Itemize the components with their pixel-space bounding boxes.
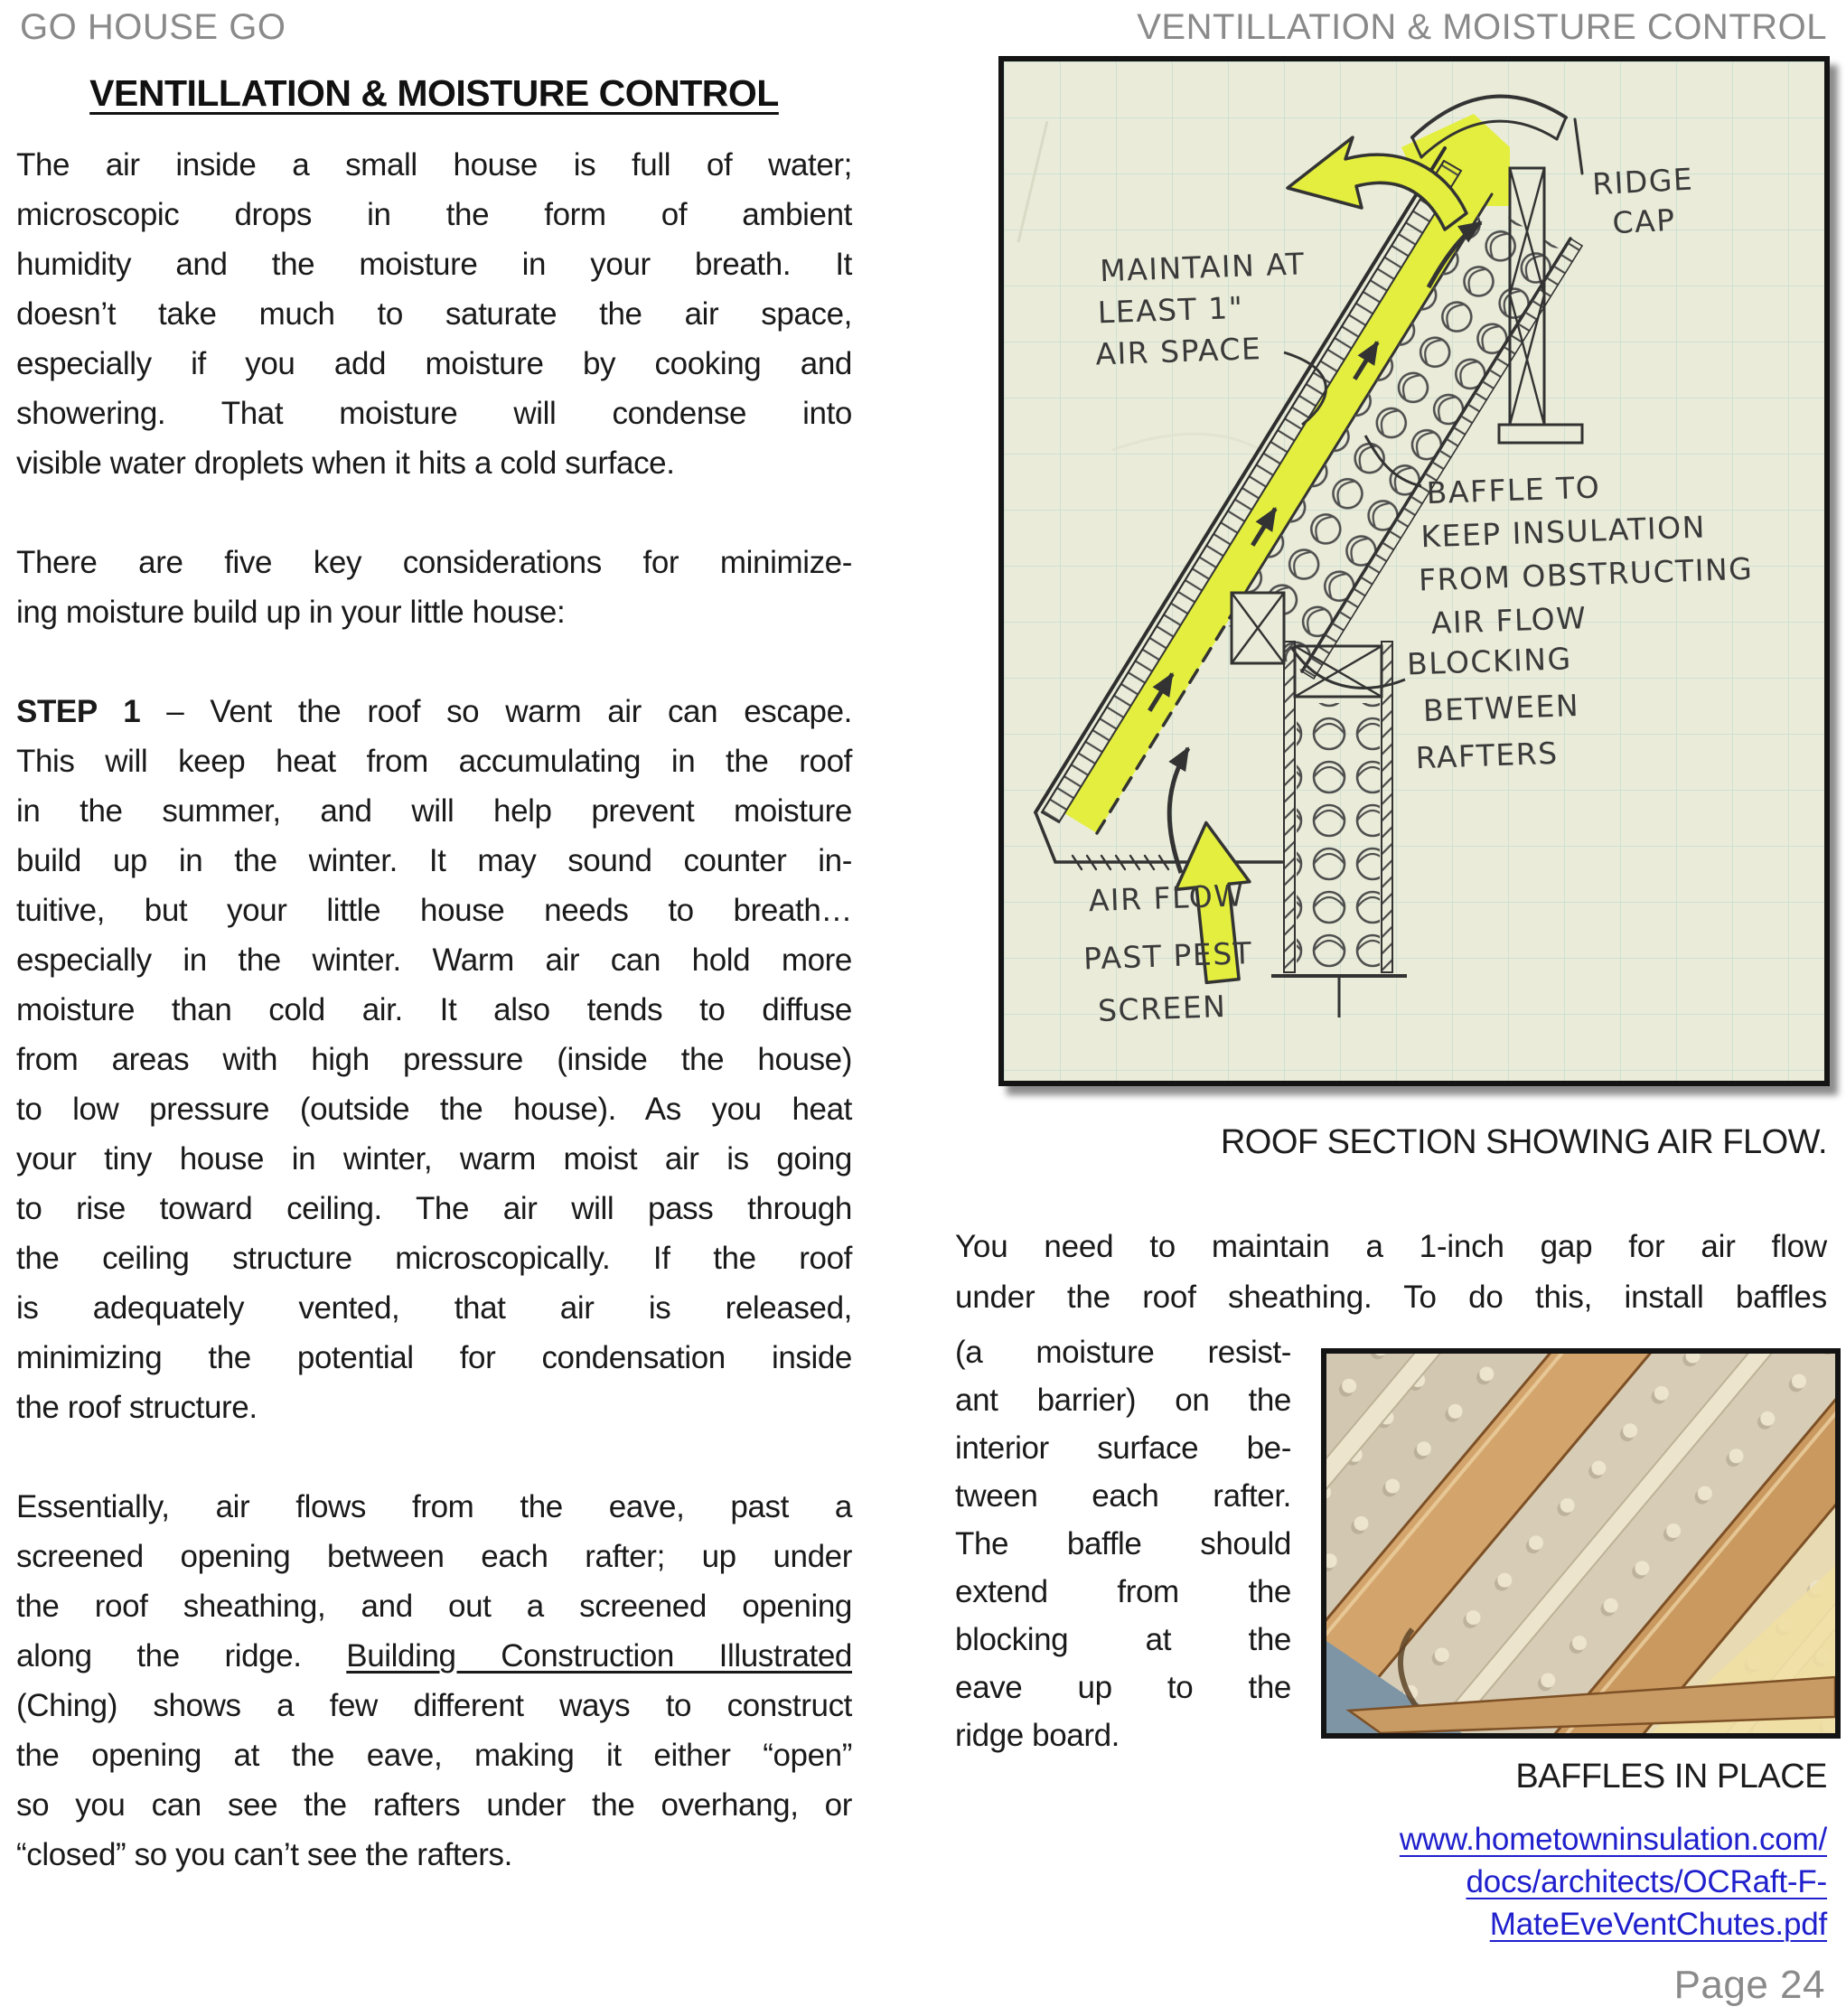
text-line: moisture than cold air. It also tends to diffuse (16, 992, 852, 1027)
photo-caption: BAFFLES IN PLACE (1515, 1758, 1827, 1796)
text-line: in the summer, and will help prevent moisture (16, 793, 852, 829)
text-line: is adequately vented, that air is released, (16, 1290, 852, 1326)
svg-text:KEEP INSULATION: KEEP INSULATION (1420, 509, 1707, 555)
svg-text:SCREEN: SCREEN (1097, 989, 1227, 1028)
label-blocking (1406, 641, 1581, 776)
paragraph-considerations (16, 538, 852, 637)
insulation-link-line-3[interactable]: MateEveVentChutes.pdf (1489, 1907, 1827, 1942)
text-line: humidity and the moisture in your breath. It (16, 247, 852, 282)
text-line: doesn’t take much to saturate the air space, (16, 296, 852, 332)
text-line: ant barrier) on the (955, 1383, 1291, 1418)
text-line: visible water droplets when it hits a cold surface. (16, 445, 675, 481)
svg-text:RAFTERS: RAFTERS (1415, 735, 1560, 776)
roof-section-figure (998, 56, 1830, 1086)
svg-text:PAST PEST: PAST PEST (1082, 934, 1253, 977)
text-line: especially in the winter. Warm air can hold more (16, 942, 852, 978)
blocking-box (1232, 593, 1284, 663)
text-line: extend from the (955, 1574, 1291, 1609)
text-line: STEP 1 – Vent the roof so warm air can escape. (16, 694, 852, 729)
svg-text:BETWEEN: BETWEEN (1422, 687, 1580, 728)
svg-text:LEAST 1": LEAST 1" (1097, 289, 1245, 331)
baffles-photo-image (1326, 1354, 1835, 1733)
text-line: screened opening between each rafter; up under (16, 1539, 852, 1574)
text-line: tween each rafter. (955, 1478, 1291, 1514)
text-line: tuitive, but your little house needs to breath… (16, 893, 852, 928)
right-intro-paragraph (955, 1222, 1827, 1323)
text-line: eave up to the (955, 1670, 1291, 1705)
text-line: from areas with high pressure (inside the house) (16, 1042, 852, 1077)
text-line: so you can see the rafters under the overhang, or (16, 1787, 852, 1823)
text-line: the ceiling structure microscopically. If the roof (16, 1241, 852, 1276)
paragraph-step1 (16, 687, 852, 1432)
roof-section-sketch (1004, 61, 1824, 1081)
text-line: (Ching) shows a few different ways to construct (16, 1688, 852, 1723)
svg-text:AIR FLOW: AIR FLOW (1088, 877, 1245, 919)
text-line: the roof sheathing, and out a screened opening (16, 1589, 852, 1624)
text-line: This will keep heat from accumulating in the roof (16, 744, 852, 779)
svg-text:FROM OBSTRUCTING: FROM OBSTRUCTING (1418, 550, 1754, 598)
text-line: Essentially, air flows from the eave, past a (16, 1489, 852, 1524)
insulation-link-line-1[interactable]: www.hometowninsulation.com/ (1399, 1822, 1827, 1857)
text-line: the opening at the eave, making it either “open” (16, 1738, 852, 1773)
text-line: minimizing the potential for condensation inside (16, 1340, 852, 1375)
left-column (16, 72, 852, 1880)
text-line: There are five key considerations for minimize- (16, 545, 852, 580)
svg-text:BLOCKING: BLOCKING (1406, 641, 1573, 682)
text-line: showering. That moisture will condense into (16, 396, 852, 431)
svg-text:CAP: CAP (1611, 202, 1677, 241)
text-line: along the ridge. Building Construction Illustrated (16, 1638, 852, 1674)
svg-text:AIR SPACE: AIR SPACE (1094, 331, 1262, 372)
header-book-title: GO HOUSE GO (20, 7, 286, 47)
text-line: ing moisture build up in your little house: (16, 595, 566, 630)
text-line: You need to maintain a 1-inch gap for air flow (955, 1229, 1827, 1264)
page-number: Page 24 (1673, 1963, 1825, 2007)
text-line: to rise toward ceiling. The air will pass through (16, 1191, 852, 1226)
svg-text:AIR FLOW: AIR FLOW (1430, 600, 1588, 642)
svg-text:BAFFLE TO: BAFFLE TO (1426, 469, 1601, 511)
text-line: (a moisture resist- (955, 1335, 1291, 1370)
reference-link (1400, 1818, 1827, 1946)
text-line: interior surface be- (955, 1430, 1291, 1466)
paragraph-essentially (16, 1482, 852, 1880)
text-line: build up in the winter. It may sound counter in- (16, 843, 852, 878)
svg-text:MAINTAIN AT: MAINTAIN AT (1099, 246, 1307, 289)
text-line: blocking at the (955, 1622, 1291, 1657)
diagram-caption: ROOF SECTION SHOWING AIR FLOW. (1220, 1123, 1827, 1161)
text-line: to low pressure (outside the house). As you heat (16, 1092, 852, 1127)
right-wrap-paragraph (955, 1328, 1291, 1759)
svg-text:RIDGE: RIDGE (1591, 161, 1695, 202)
insulation-link-line-2[interactable]: docs/architects/OCRaft-F- (1466, 1864, 1827, 1899)
text-line: the roof structure. (16, 1390, 258, 1425)
text-line: microscopic drops in the form of ambient (16, 197, 852, 232)
baffles-photo-figure (1321, 1348, 1841, 1739)
paragraph-intro (16, 140, 852, 488)
text-line: “closed” so you can’t see the rafters. (16, 1837, 512, 1872)
text-line: under the roof sheathing. To do this, install baffles (955, 1280, 1827, 1315)
section-heading: VENTILLATION & MOISTURE CONTROL (89, 72, 779, 114)
text-line: your tiny house in winter, warm moist air is going (16, 1141, 852, 1177)
text-line: especially if you add moisture by cooking and (16, 346, 852, 381)
header-chapter-title: VENTILLATION & MOISTURE CONTROL (1137, 7, 1827, 47)
wall-section (1271, 642, 1407, 1017)
text-line: ridge board. (955, 1718, 1120, 1753)
text-line: The air inside a small house is full of water; (16, 147, 852, 183)
text-line: The baffle should (955, 1526, 1291, 1561)
